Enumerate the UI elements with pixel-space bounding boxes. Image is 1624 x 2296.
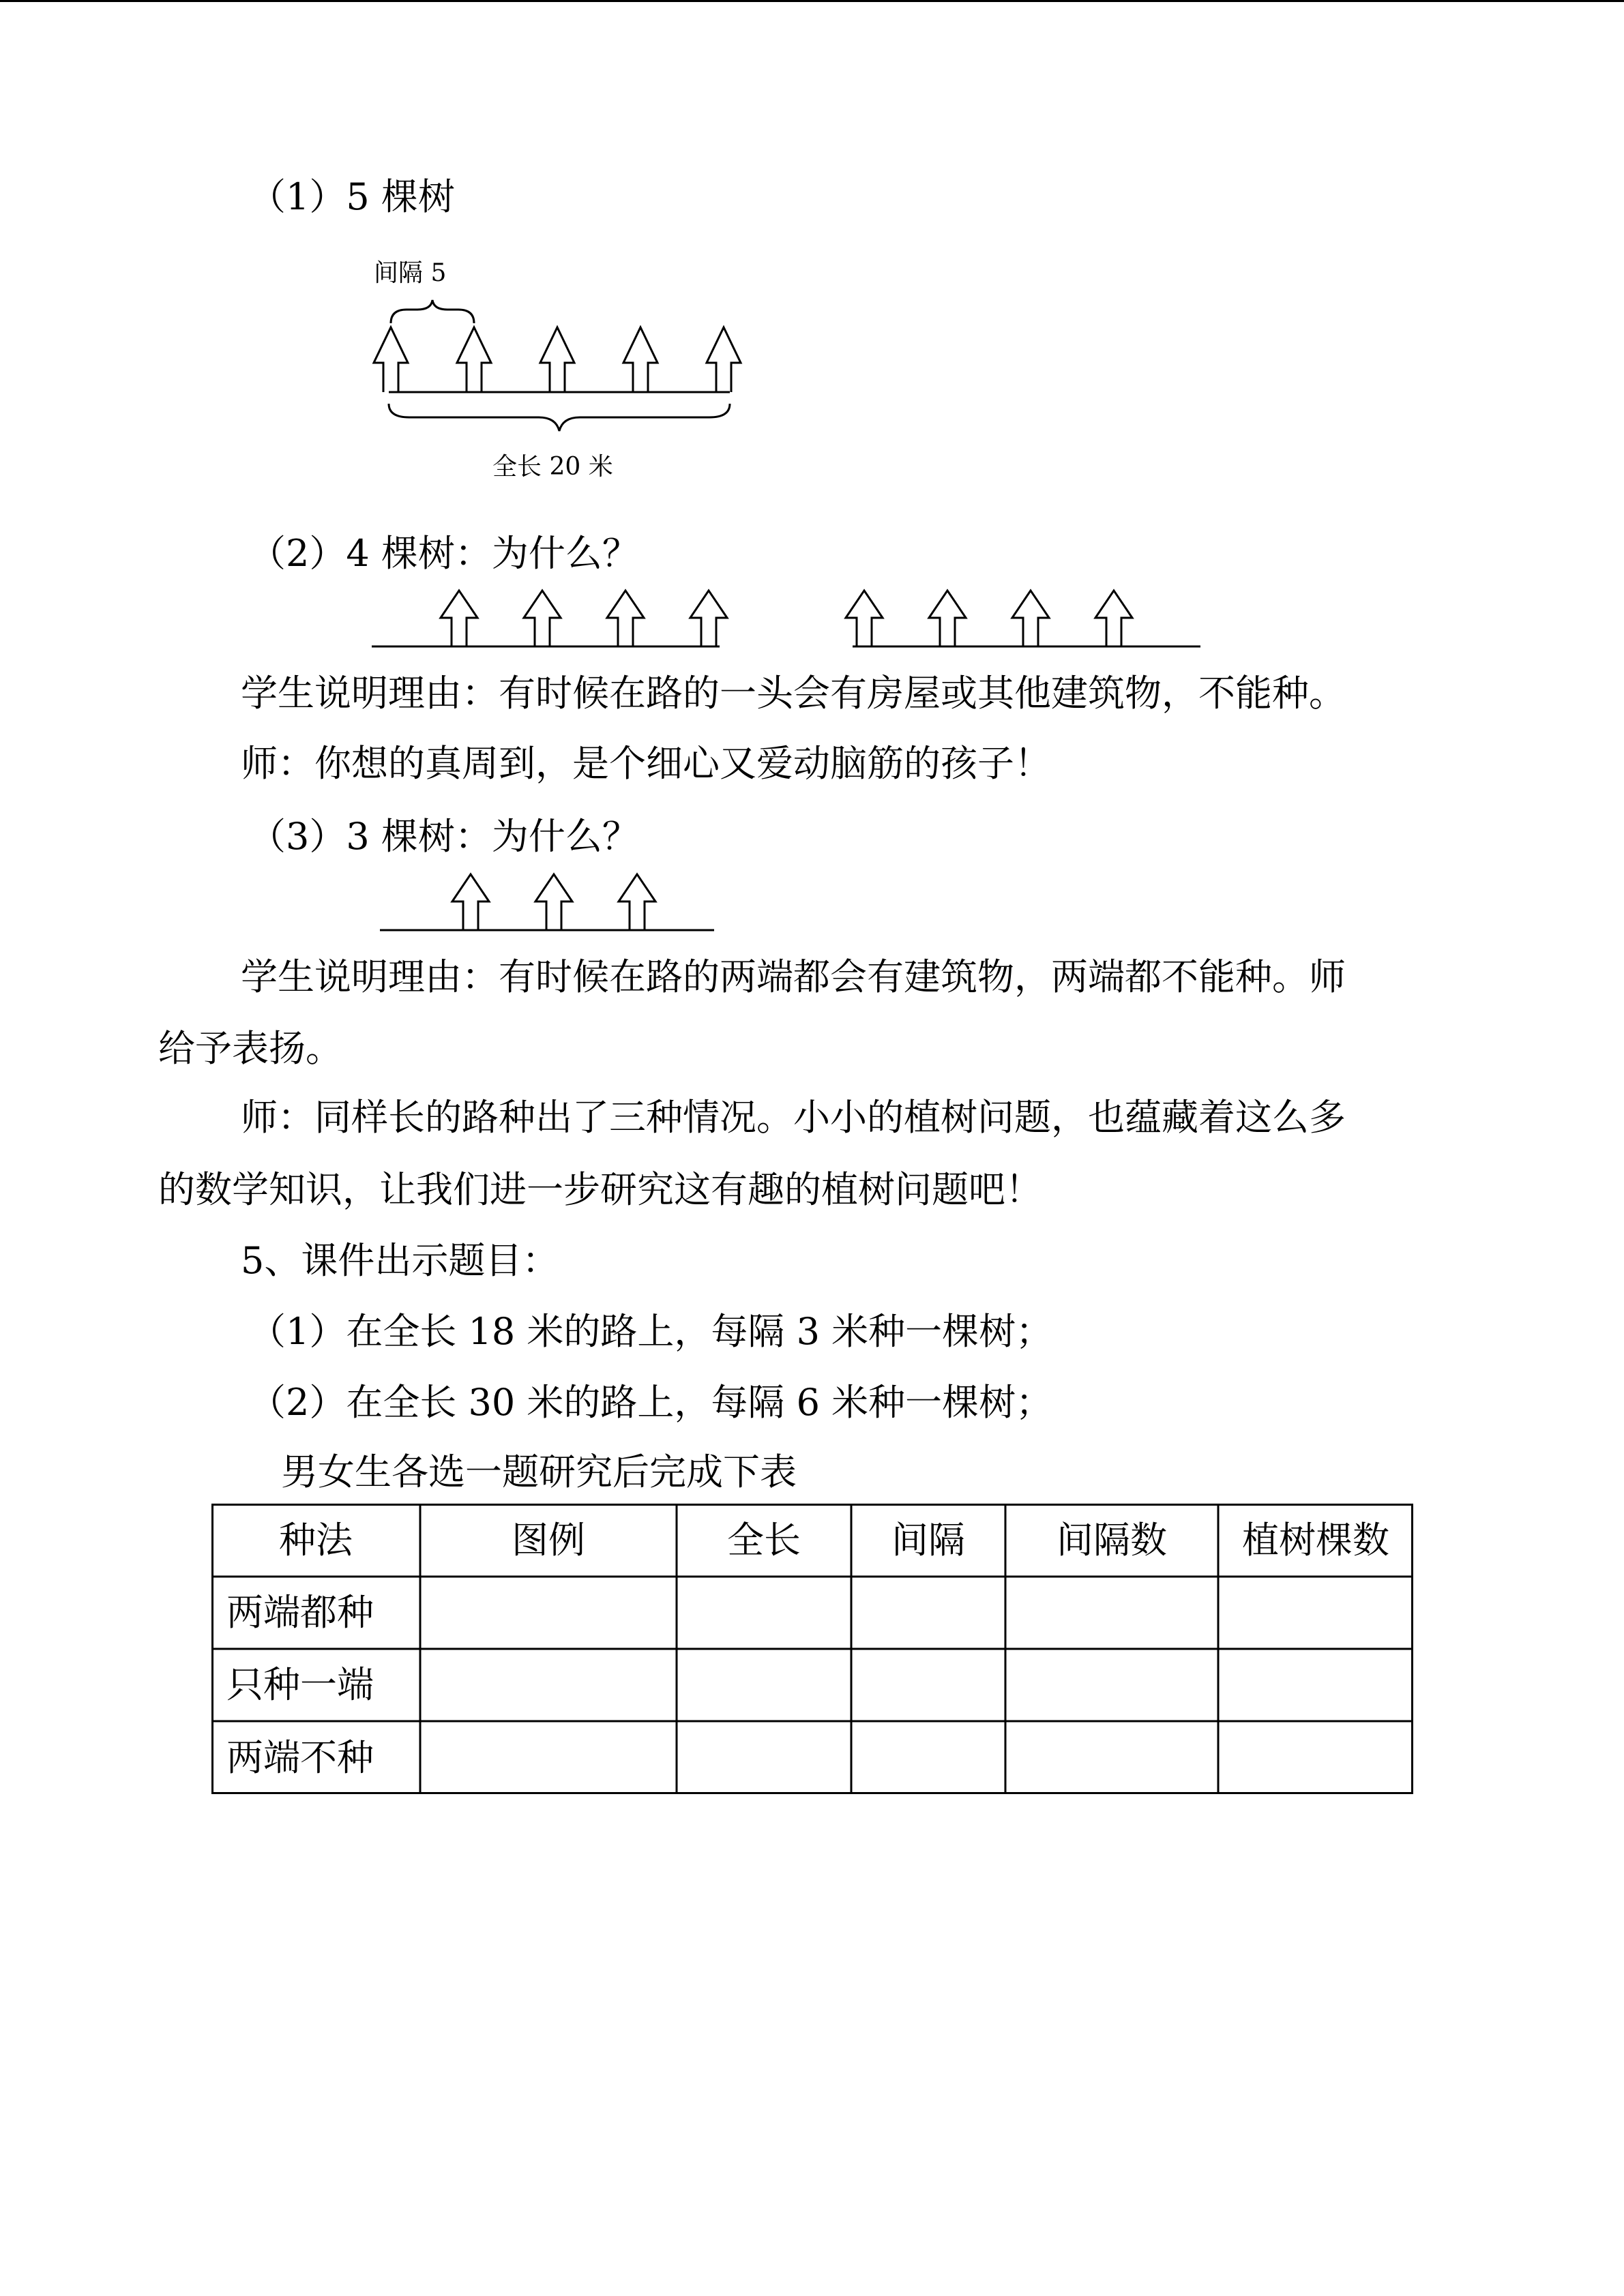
tree-icon <box>524 591 561 646</box>
table-header-legend: 图例 <box>512 1518 585 1562</box>
tree-icon <box>1012 591 1049 646</box>
interval-label: 间隔 5 <box>374 259 447 287</box>
four-trees-diagram-right <box>851 588 1206 649</box>
section2-teacher: 师：你想的真周到，是个细心又爱动脑筋的孩子！ <box>241 742 1051 785</box>
table-header-method: 种法 <box>279 1518 353 1562</box>
tree-icon <box>707 327 741 392</box>
question-1: （1）在全长 18 米的路上，每隔 3 米种一棵树； <box>249 1310 1053 1353</box>
section1-heading: （1）5 棵树 <box>249 175 455 218</box>
section3-teacher-line1: 师：同样长的路种出了三种情况。小小的植树问题，也蕴藏着这么多 <box>241 1096 1346 1139</box>
tree-icon <box>535 874 572 930</box>
tree-icon <box>846 591 883 646</box>
section3-reason-line2: 给予表扬。 <box>158 1027 342 1070</box>
table-instruction: 男女生各选一题研究后完成下表 <box>281 1450 797 1493</box>
table-row-label-both-ends: 两端都种 <box>226 1591 374 1634</box>
section3-reason-line1: 学生说明理由：有时候在路的两端都会有建筑物，两端都不能种。师 <box>241 955 1346 998</box>
tree-icon <box>690 591 727 646</box>
table-header-tree-count: 植树棵数 <box>1242 1518 1389 1562</box>
tree-icon <box>1095 591 1132 646</box>
section2-heading: （2）4 棵树：为什么？ <box>249 532 639 575</box>
section5-title: 5、课件出示题目： <box>241 1239 559 1282</box>
tree-icon <box>441 591 477 646</box>
table-header-total-length: 全长 <box>727 1518 801 1562</box>
interval-brace <box>391 300 474 323</box>
table-header-interval: 间隔 <box>891 1518 965 1562</box>
five-trees-diagram <box>368 300 750 443</box>
table-row-label-one-end: 只种一端 <box>226 1663 374 1706</box>
question-2: （2）在全长 30 米的路上，每隔 6 米种一棵树； <box>249 1381 1053 1424</box>
three-trees-diagram <box>379 871 720 933</box>
tree-icon <box>619 874 655 930</box>
section2-reason: 学生说明理由：有时候在路的一头会有房屋或其他建筑物，不能种。 <box>241 672 1346 715</box>
planting-table <box>211 1504 1413 1794</box>
tree-icon <box>607 591 644 646</box>
four-trees-diagram-left <box>368 588 723 649</box>
table-header-interval-count: 间隔数 <box>1057 1518 1167 1562</box>
tree-icon <box>540 327 574 392</box>
tree-icon <box>457 327 491 392</box>
total-length-label: 全长 20 米 <box>492 453 613 481</box>
total-brace <box>389 404 730 431</box>
section3-heading: （3）3 棵树：为什么？ <box>249 815 639 858</box>
section3-teacher-line2: 的数学知识，让我们进一步研究这有趣的植树问题吧！ <box>158 1168 1042 1211</box>
page-top-border <box>0 0 1624 2</box>
tree-icon <box>623 327 658 392</box>
tree-icon <box>374 327 408 392</box>
tree-icon <box>929 591 966 646</box>
table-row-label-no-ends: 两端不种 <box>226 1735 374 1779</box>
tree-icon <box>452 874 489 930</box>
